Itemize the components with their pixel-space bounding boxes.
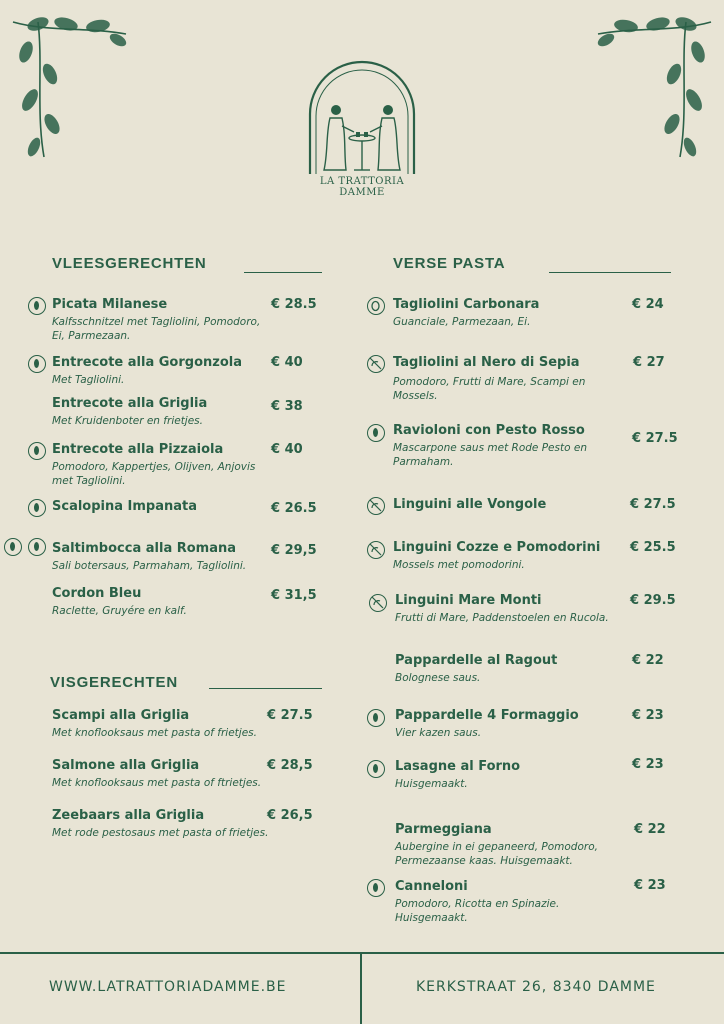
item-description: Raclette, Gruyére en kalf. bbox=[52, 605, 187, 617]
wheat-free-icon bbox=[28, 442, 46, 460]
section-divider bbox=[549, 272, 671, 273]
item-description: Pomodoro, Ricotta en Spinazie. Huisgemaakt. bbox=[395, 898, 560, 924]
item-name: Parmeggiana bbox=[395, 822, 492, 837]
item-price: € 25.5 bbox=[630, 540, 676, 555]
item-description: Guanciale, Parmezaan, Ei. bbox=[393, 316, 531, 328]
footer-divider bbox=[0, 952, 724, 954]
item-description: Met Kruidenboter en frietjes. bbox=[52, 415, 203, 427]
restaurant-name: LA TRATTORIA DAMME bbox=[319, 176, 405, 198]
item-price: € 29.5 bbox=[630, 593, 676, 608]
item-description: Pomodoro, Frutti di Mare, Scampi en Mossels. bbox=[393, 376, 586, 402]
restaurant-logo bbox=[296, 58, 428, 198]
item-price: € 27.5 bbox=[632, 431, 678, 446]
section-divider bbox=[209, 688, 322, 689]
item-name: Salmone alla Griglia bbox=[52, 758, 200, 773]
item-name: Canneloni bbox=[395, 879, 468, 894]
item-description: Bolognese saus. bbox=[395, 672, 481, 684]
item-price: € 26,5 bbox=[267, 808, 313, 823]
item-description: Met knoflooksaus met pasta of ftrietjes. bbox=[52, 777, 262, 789]
section-title-pasta: VERSE PASTA bbox=[393, 255, 506, 272]
no-shellfish-icon bbox=[367, 355, 385, 373]
section-title-meat: VLEESGERECHTEN bbox=[52, 255, 207, 272]
item-name: Scampi alla Griglia bbox=[52, 708, 190, 723]
item-description: Met knoflooksaus met pasta of frietjes. bbox=[52, 727, 257, 739]
item-price: € 31,5 bbox=[271, 588, 317, 603]
item-price: € 27 bbox=[633, 355, 665, 370]
item-price: € 22 bbox=[634, 822, 666, 837]
item-name: Picata Milanese bbox=[52, 297, 168, 312]
item-price: € 38 bbox=[271, 399, 303, 414]
item-price: € 29,5 bbox=[271, 543, 317, 558]
address: KERKSTRAAT 26, 8340 DAMME bbox=[416, 979, 656, 995]
item-description: Mascarpone saus met Rode Pesto en Parmaham. bbox=[393, 442, 587, 468]
item-name: Linguini Cozze e Pomodorini bbox=[393, 540, 601, 555]
item-price: € 27.5 bbox=[630, 497, 676, 512]
wheat-free-icon bbox=[367, 879, 385, 897]
item-name: Linguini alle Vongole bbox=[393, 497, 547, 512]
item-name: Entrecote alla Pizzaiola bbox=[52, 442, 224, 457]
item-price: € 40 bbox=[271, 442, 303, 457]
item-name: Linguini Mare Monti bbox=[395, 593, 542, 608]
item-description: Frutti di Mare, Paddenstoelen en Rucola. bbox=[395, 612, 609, 624]
arch-illustration-icon bbox=[306, 58, 418, 176]
footer-divider-vertical bbox=[360, 952, 362, 1024]
item-description: Sali botersaus, Parmaham, Tagliolini. bbox=[52, 560, 247, 572]
item-price: € 27.5 bbox=[267, 708, 313, 723]
wheat-free-icon bbox=[367, 424, 385, 442]
item-description: Kalfsschnitzel met Tagliolini, Pomodoro, Ei, Parmezaan. bbox=[52, 316, 261, 342]
wheat-free-icon bbox=[28, 499, 46, 517]
item-name: Scalopina Impanata bbox=[52, 499, 198, 514]
no-shellfish-icon bbox=[367, 541, 385, 559]
leaf-ornament-right-icon bbox=[591, 12, 716, 162]
item-description: Vier kazen saus. bbox=[395, 727, 482, 739]
item-name: Tagliolini Carbonara bbox=[393, 297, 540, 312]
item-name: Saltimbocca alla Romana bbox=[52, 541, 237, 556]
item-name: Zeebaars alla Griglia bbox=[52, 808, 205, 823]
section-divider bbox=[244, 272, 322, 273]
wheat-free-icon bbox=[367, 709, 385, 727]
wheat-free-icon bbox=[28, 355, 46, 373]
item-price: € 40 bbox=[271, 355, 303, 370]
item-price: € 28.5 bbox=[271, 297, 317, 312]
item-name: Entrecote alla Griglia bbox=[52, 396, 208, 411]
item-description: Aubergine in ei gepaneerd, Pomodoro, Permezaanse kaas. Huisgemaakt. bbox=[395, 841, 598, 867]
item-description: Met rode pestosaus met pasta of frietjes. bbox=[52, 827, 269, 839]
wheat-free-icon bbox=[4, 538, 22, 556]
item-name: Pappardelle 4 Formaggio bbox=[395, 708, 579, 723]
egg-icon bbox=[367, 297, 385, 315]
website-link[interactable]: WWW.LATRATTORIADAMME.BE bbox=[49, 979, 287, 995]
item-description: Huisgemaakt. bbox=[395, 778, 468, 790]
no-shellfish-icon bbox=[367, 497, 385, 515]
item-price: € 22 bbox=[632, 653, 664, 668]
item-description: Met Tagliolini. bbox=[52, 374, 125, 386]
item-name: Entrecote alla Gorgonzola bbox=[52, 355, 242, 370]
item-name: Cordon Bleu bbox=[52, 586, 142, 601]
item-price: € 23 bbox=[632, 708, 664, 723]
item-price: € 23 bbox=[632, 757, 664, 772]
item-price: € 24 bbox=[632, 297, 664, 312]
item-price: € 28,5 bbox=[267, 758, 313, 773]
leaf-ornament-left-icon bbox=[8, 12, 133, 162]
item-name: Tagliolini al Nero di Sepia bbox=[393, 355, 580, 370]
wheat-free-icon bbox=[367, 760, 385, 778]
item-name: Ravioloni con Pesto Rosso bbox=[393, 423, 585, 438]
no-shellfish-icon bbox=[369, 594, 387, 612]
item-description: Pomodoro, Kappertjes, Olijven, Anjovis met Tagliolini. bbox=[52, 461, 256, 487]
item-description: Mossels met pomodorini. bbox=[393, 559, 525, 571]
item-name: Lasagne al Forno bbox=[395, 759, 521, 774]
wheat-free-icon bbox=[28, 297, 46, 315]
item-price: € 23 bbox=[634, 878, 666, 893]
wheat-free-icon bbox=[28, 538, 46, 556]
item-price: € 26.5 bbox=[271, 501, 317, 516]
item-name: Pappardelle al Ragout bbox=[395, 653, 558, 668]
section-title-fish: VISGERECHTEN bbox=[50, 674, 178, 691]
